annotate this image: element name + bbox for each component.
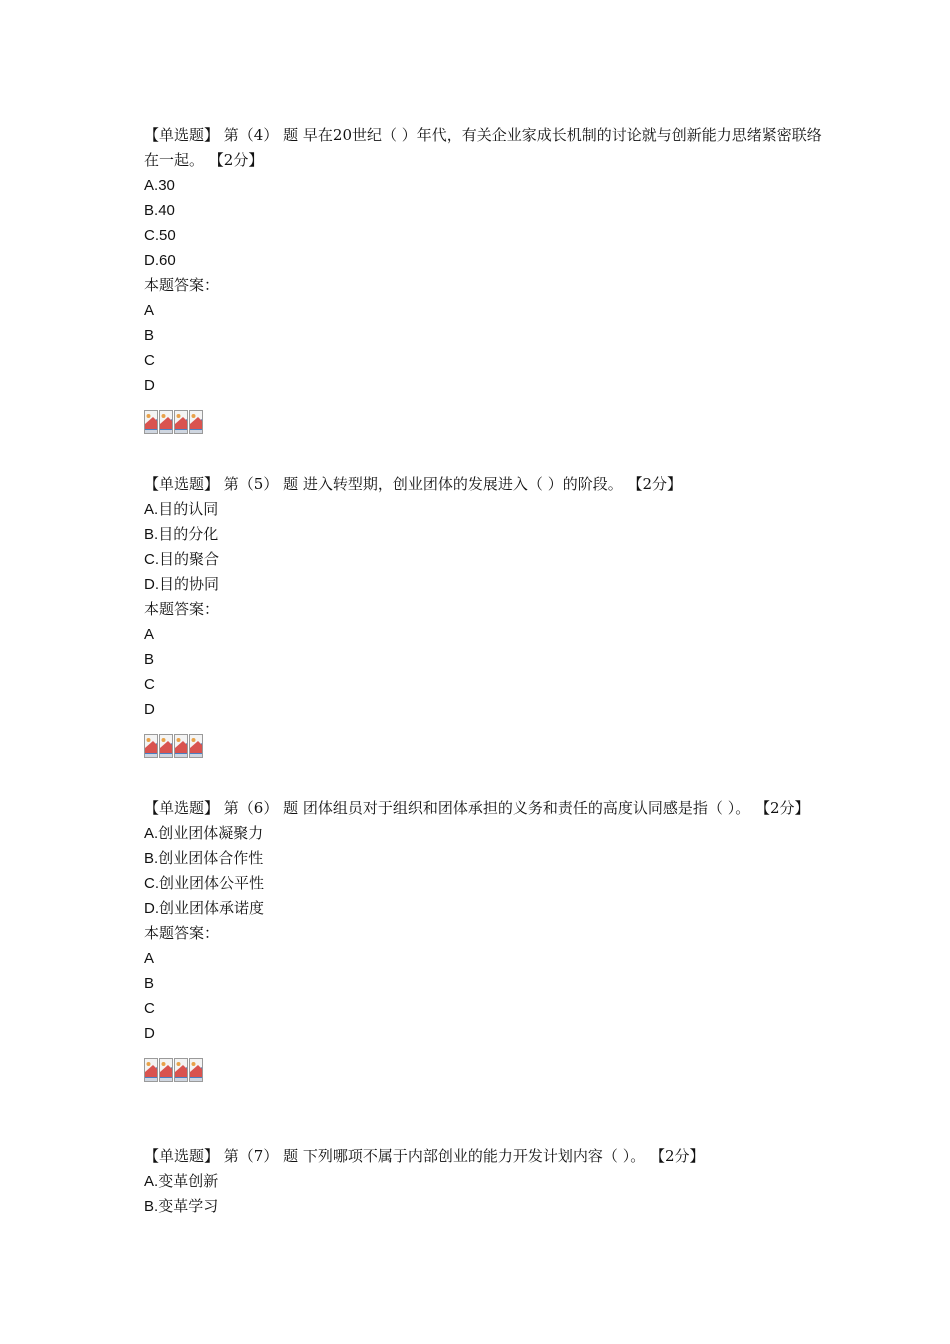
- broken-image-glyph: [190, 1059, 202, 1081]
- option-d: [144, 896, 834, 921]
- question-type-tag: 【单选题】: [144, 126, 220, 144]
- option-d: [144, 248, 834, 273]
- option-letter: B.: [144, 1198, 159, 1215]
- answer-choice-c: C: [144, 352, 155, 369]
- image-placeholder-row: [144, 734, 834, 758]
- broken-image-glyph: [160, 411, 172, 433]
- answer-choice-a: A: [144, 302, 155, 319]
- broken-image-glyph: [145, 735, 157, 757]
- question-stem: [144, 472, 834, 497]
- option-b: [144, 846, 834, 871]
- question-points: 【2分】: [649, 1147, 705, 1165]
- question-text: 进入转型期，创业团体的发展进入（ ）的阶段。: [302, 475, 623, 493]
- broken-image-glyph: [160, 1059, 172, 1081]
- question-text: 早在20世纪（ ）年代，有关企业家成长机制的讨论就与创新能力思绪紧密联络在一起。: [144, 126, 822, 169]
- answer-choice-d: D: [144, 701, 155, 718]
- broken-image-icon: [159, 410, 173, 434]
- question-stem: [144, 1144, 834, 1169]
- option-letter: B.: [144, 850, 159, 867]
- broken-image-glyph: [190, 411, 202, 433]
- option-c: [144, 223, 834, 248]
- broken-image-icon: [159, 734, 173, 758]
- question-label: 题: [283, 475, 299, 493]
- question-block: [144, 123, 834, 434]
- question-number: 第（4）: [223, 126, 279, 144]
- option-text: 创业团体凝聚力: [158, 824, 264, 842]
- image-placeholder-row: [144, 1058, 834, 1082]
- broken-image-glyph: [145, 1059, 157, 1081]
- option-a: [144, 173, 834, 198]
- answer-label: 本题答案：: [144, 924, 220, 942]
- option-text: 目的聚合: [159, 550, 220, 568]
- option-letter: A.: [144, 825, 159, 842]
- question-label: 题: [283, 126, 299, 144]
- question-stem: [144, 796, 834, 821]
- broken-image-icon: [159, 1058, 173, 1082]
- image-placeholder-row: [144, 410, 834, 434]
- option-d: [144, 572, 834, 597]
- answer-choice-d: D: [144, 377, 155, 394]
- option-letter: C.: [144, 551, 159, 568]
- question-points: 【2分】: [208, 151, 264, 169]
- option-text: 目的协同: [159, 575, 220, 593]
- answer-choice-c: C: [144, 1000, 155, 1017]
- broken-image-icon: [189, 410, 203, 434]
- question-block: [144, 796, 834, 1082]
- option-letter: B.: [144, 526, 159, 543]
- broken-image-icon: [189, 734, 203, 758]
- option-b: [144, 198, 834, 223]
- broken-image-icon: [174, 734, 188, 758]
- question-label: 题: [283, 1147, 299, 1165]
- option-letter: A.: [144, 177, 159, 194]
- broken-image-glyph: [175, 411, 187, 433]
- broken-image-icon: [174, 1058, 188, 1082]
- option-text: 60: [159, 252, 176, 269]
- answer-choice-b: B: [144, 651, 155, 668]
- answer-label: 本题答案：: [144, 600, 220, 618]
- question-label: 题: [283, 799, 299, 817]
- question-points: 【2分】: [754, 799, 810, 817]
- broken-image-icon: [144, 410, 158, 434]
- question-number: 第（5）: [223, 475, 279, 493]
- option-text: 40: [158, 202, 175, 219]
- broken-image-icon: [144, 734, 158, 758]
- option-text: 目的分化: [158, 525, 219, 543]
- question-number: 第（7）: [223, 1147, 279, 1165]
- option-c: [144, 547, 834, 572]
- option-text: 变革创新: [158, 1172, 219, 1190]
- broken-image-icon: [189, 1058, 203, 1082]
- question-type-tag: 【单选题】: [144, 475, 220, 493]
- option-b: [144, 1194, 834, 1219]
- option-a: [144, 497, 834, 522]
- answer-choice-a: A: [144, 626, 155, 643]
- broken-image-icon: [144, 1058, 158, 1082]
- option-text: 变革学习: [158, 1197, 219, 1215]
- question-number: 第（6）: [223, 799, 279, 817]
- option-text: 50: [159, 227, 176, 244]
- option-letter: D.: [144, 900, 159, 917]
- question-text: 下列哪项不属于内部创业的能力开发计划内容（ ）。: [302, 1147, 646, 1165]
- answer-choice-d: D: [144, 1025, 155, 1042]
- question-points: 【2分】: [627, 475, 683, 493]
- option-letter: D.: [144, 576, 159, 593]
- broken-image-glyph: [175, 1059, 187, 1081]
- option-letter: A.: [144, 501, 159, 518]
- broken-image-glyph: [175, 735, 187, 757]
- option-text: 30: [158, 177, 175, 194]
- option-b: [144, 522, 834, 547]
- question-type-tag: 【单选题】: [144, 1147, 220, 1165]
- broken-image-glyph: [160, 735, 172, 757]
- question-type-tag: 【单选题】: [144, 799, 220, 817]
- option-text: 创业团体公平性: [159, 874, 265, 892]
- broken-image-glyph: [145, 411, 157, 433]
- question-text: 团体组员对于组织和团体承担的义务和责任的高度认同感是指（ ）。: [302, 799, 751, 817]
- answer-choice-c: C: [144, 676, 155, 693]
- answer-label: 本题答案：: [144, 276, 220, 294]
- option-letter: C.: [144, 875, 159, 892]
- option-text: 创业团体合作性: [158, 849, 264, 867]
- option-letter: A.: [144, 1173, 159, 1190]
- answer-choice-b: B: [144, 327, 155, 344]
- question-block: [144, 472, 834, 758]
- option-text: 目的认同: [158, 500, 219, 518]
- option-c: [144, 871, 834, 896]
- question-stem: [144, 123, 834, 173]
- question-block: [144, 1144, 834, 1219]
- option-letter: C.: [144, 227, 159, 244]
- broken-image-icon: [174, 410, 188, 434]
- option-a: [144, 1169, 834, 1194]
- option-letter: B.: [144, 202, 159, 219]
- option-text: 创业团体承诺度: [159, 899, 265, 917]
- answer-choice-a: A: [144, 950, 155, 967]
- option-letter: D.: [144, 252, 159, 269]
- answer-choice-b: B: [144, 975, 155, 992]
- option-a: [144, 821, 834, 846]
- broken-image-glyph: [190, 735, 202, 757]
